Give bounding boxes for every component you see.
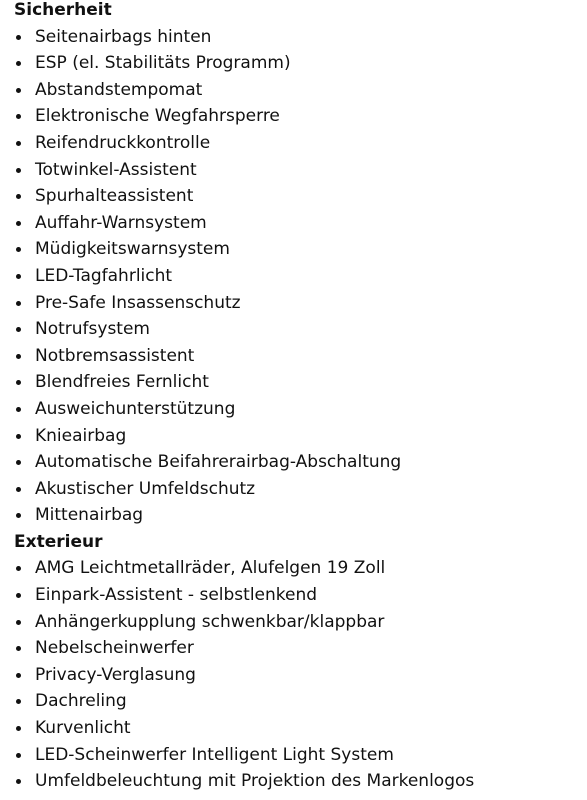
list-item-label: Seitenairbags hinten [35,26,212,47]
list-item [14,316,587,343]
feature-list [14,24,587,529]
list-item-label: Abstandstempomat [35,79,203,100]
list-item-label: Nebelscheinwerfer [35,638,194,659]
list-item-label: Pre-Safe Insassenschutz [35,292,241,313]
list-item [14,103,587,130]
list-item [14,50,587,77]
section-sicherheit [14,0,587,529]
feature-list [14,555,587,794]
list-item-label: LED-Tagfahrlicht [35,265,173,286]
list-item [14,210,587,237]
list-item-label: Anhängerkupplung schwenkbar/klappbar [35,611,385,632]
list-item [14,582,587,609]
list-item [14,476,587,503]
list-item [14,183,587,210]
list-item-label: Umfeldbeleuchtung mit Projektion des Markenlogos [35,771,475,792]
list-item-label: Elektronische Wegfahrsperre [35,106,280,127]
list-item [14,423,587,450]
list-item-label: Notbremsassistent [35,345,195,366]
list-item [14,396,587,423]
list-item [14,157,587,184]
list-item-label: AMG Leichtmetallräder, Alufelgen 19 Zoll [35,558,386,579]
list-item [14,24,587,51]
list-item-label: Mittenairbag [35,505,144,526]
list-item-label: Ausweichunterstützung [35,398,236,419]
list-item [14,502,587,529]
list-item-label: Akustischer Umfeldschutz [35,478,256,499]
list-item-label: Reifendruckkontrolle [35,132,211,153]
list-item [14,369,587,396]
list-item-label: Auffahr-Warnsystem [35,212,207,233]
list-item [14,609,587,636]
section-heading: Sicherheit [14,0,112,20]
list-item [14,236,587,263]
list-item-label: Blendfreies Fernlicht [35,372,209,393]
list-item-label: Privacy-Verglasung [35,664,196,685]
list-item [14,263,587,290]
list-item [14,742,587,769]
section-heading: Exterieur [14,531,103,552]
list-item-label: Notrufsystem [35,319,150,340]
list-item-label: LED-Scheinwerfer Intelligent Light System [35,744,394,765]
list-item [14,662,587,689]
list-item [14,290,587,317]
list-item-label: Einpark-Assistent - selbstlenkend [35,585,318,606]
section-exterieur [14,529,587,795]
list-item [14,635,587,662]
list-item-label: ESP (el. Stabilitäts Programm) [35,53,291,74]
list-item-label: Totwinkel-Assistent [35,159,197,180]
list-item-label: Dachreling [35,691,127,712]
list-item [14,688,587,715]
list-item [14,715,587,742]
list-item-label: Müdigkeitswarnsystem [35,239,230,260]
list-item [14,768,587,795]
list-item [14,130,587,157]
list-item-label: Knieairbag [35,425,127,446]
list-item [14,77,587,104]
list-item-label: Kurvenlicht [35,718,131,739]
list-item [14,555,587,582]
list-item [14,449,587,476]
list-item [14,343,587,370]
list-item-label: Spurhalteassistent [35,186,194,207]
list-item-label: Automatische Beifahrerairbag-Abschaltung [35,452,402,473]
